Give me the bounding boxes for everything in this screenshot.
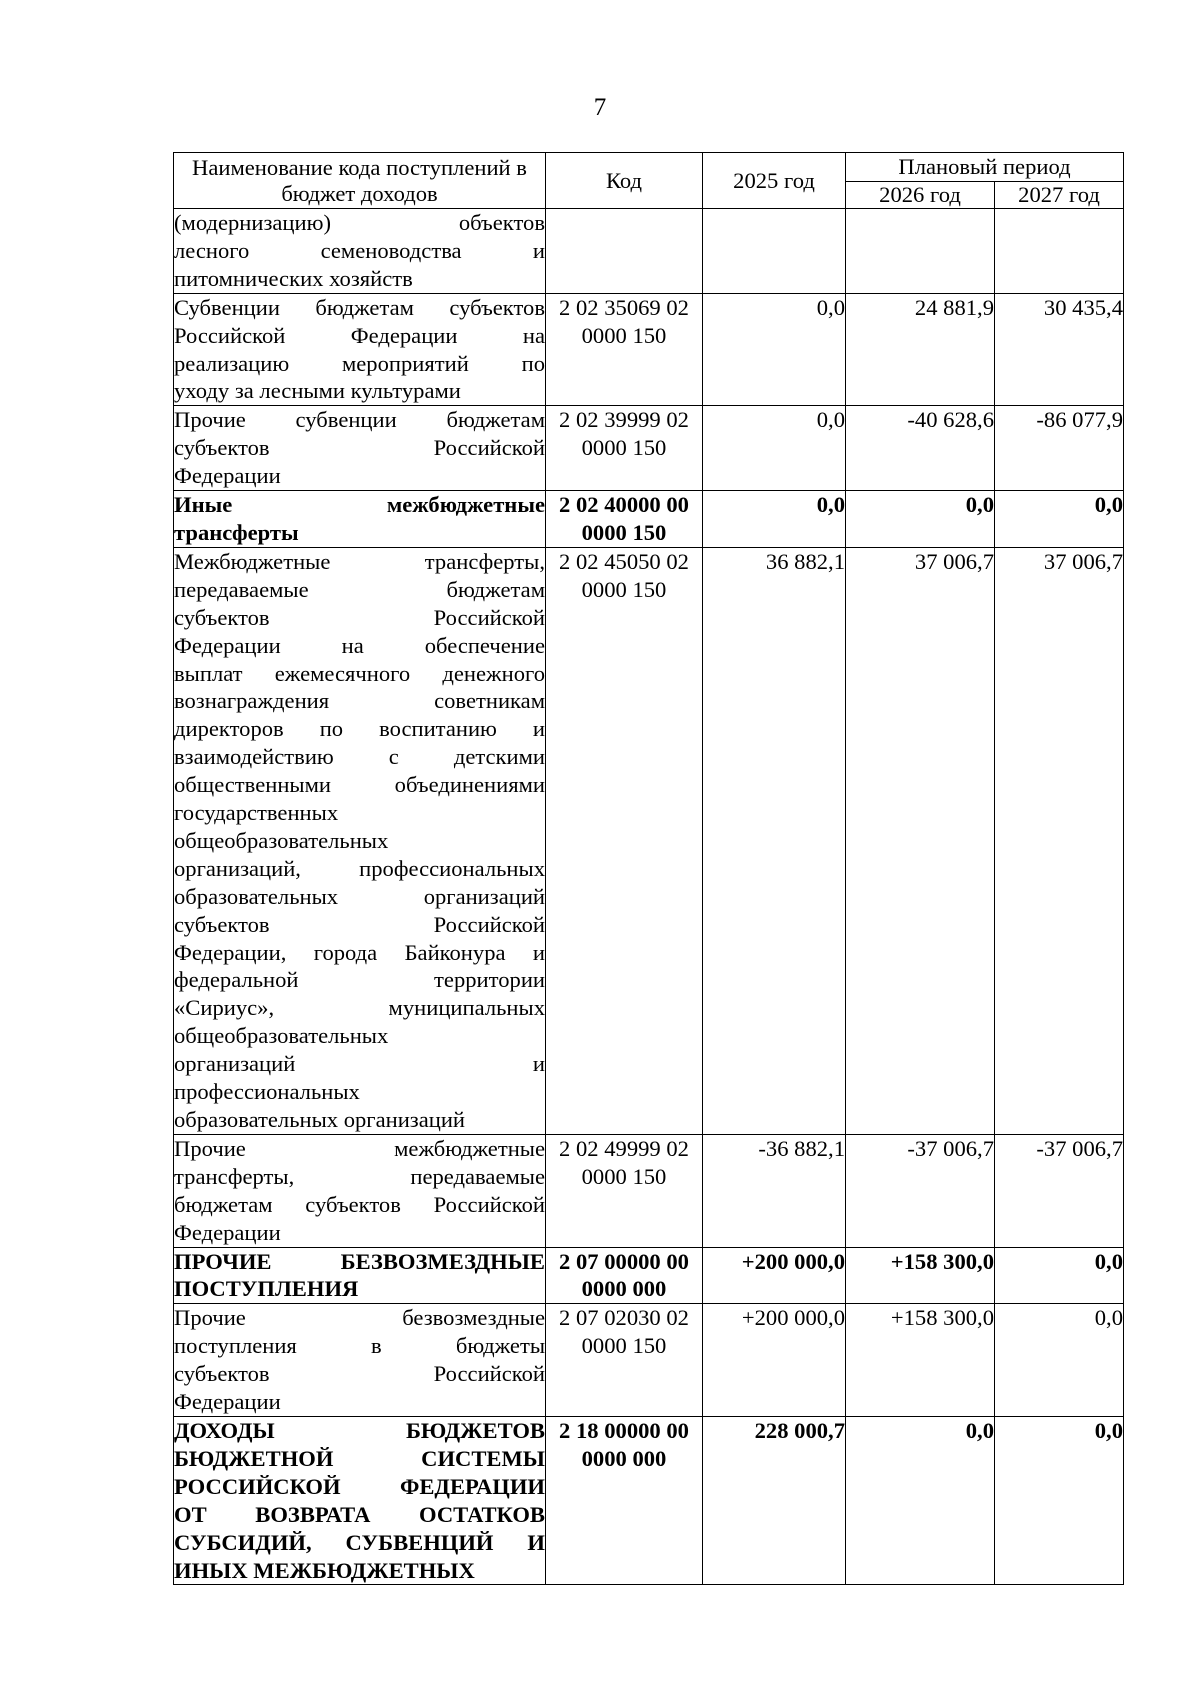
row-name [174, 491, 546, 548]
row-name [174, 547, 546, 1134]
row-name-line: федеральной территории [174, 967, 545, 993]
row-name-line: Федерации [174, 1389, 281, 1415]
row-name-line: взаимодействию с детскими [174, 744, 545, 770]
row-name-line: ДОХОДЫ БЮДЖЕТОВ [174, 1417, 545, 1443]
table-row [174, 1416, 1124, 1584]
row-name-line: Межбюджетные трансферты, [174, 548, 545, 574]
row-name-line: бюджетам субъектов Российской [174, 1191, 545, 1217]
row-value-2026: +158 300,0 [846, 1247, 995, 1304]
row-name-line: директоров по воспитанию и [174, 716, 545, 742]
row-value-2027: 0,0 [995, 1247, 1124, 1304]
row-name-line: Прочие субвенции бюджетам [174, 407, 545, 433]
row-value-2026: -40 628,6 [846, 406, 995, 491]
row-name-line: трансферты, передаваемые [174, 1163, 545, 1189]
row-name-line: (модернизацию) объектов [174, 210, 545, 235]
row-name-line: Субвенции бюджетам субъектов [174, 294, 545, 320]
row-name-line: лесного семеноводства и [174, 237, 545, 263]
row-name-line: передаваемые бюджетам [174, 576, 545, 602]
budget-revenue-table [173, 152, 1124, 1585]
row-value-2026: 24 881,9 [846, 293, 995, 406]
row-name-line: Прочие межбюджетные [174, 1135, 545, 1161]
row-code: 2 02 40000 00 0000 150 [546, 491, 703, 548]
row-value-2027: -37 006,7 [995, 1134, 1124, 1247]
header-planned-period: Плановый период [846, 153, 1124, 182]
table-row [174, 209, 1124, 294]
row-value-2027: -86 077,9 [995, 406, 1124, 491]
table-row [174, 293, 1124, 406]
row-value-2025: 228 000,7 [703, 1416, 846, 1584]
row-name-line: Федерации [174, 463, 281, 489]
header-name: Наименование кода поступлений в бюджет доходов [174, 153, 546, 209]
row-value-2026: 0,0 [846, 1416, 995, 1584]
row-name-line: СУБСИДИЙ, СУБВЕНЦИЙ И [174, 1529, 545, 1555]
row-name-line: общественными объединениями [174, 772, 545, 798]
row-name [174, 1134, 546, 1247]
table-row [174, 1247, 1124, 1304]
header-2025: 2025 год [703, 153, 846, 209]
row-name-line: вознаграждения советникам [174, 688, 545, 714]
table-header [174, 153, 1124, 209]
row-name-line: уходу за лесными культурами [174, 378, 461, 404]
row-name-line: организаций и [174, 1051, 545, 1077]
row-code: 2 07 00000 00 0000 000 [546, 1247, 703, 1304]
row-name-line: выплат ежемесячного денежного [174, 660, 545, 686]
row-name [174, 406, 546, 491]
row-name-line: ПРОЧИЕ БЕЗВОЗМЕЗДНЫЕ [174, 1248, 545, 1274]
row-value-2026: -37 006,7 [846, 1134, 995, 1247]
table-row [174, 547, 1124, 1134]
row-value-2027: 0,0 [995, 1304, 1124, 1417]
row-value-2025: 0,0 [703, 293, 846, 406]
row-code: 2 02 39999 02 0000 150 [546, 406, 703, 491]
row-value-2025: 36 882,1 [703, 547, 846, 1134]
row-name-line: образовательных организаций [174, 883, 545, 909]
row-name-line: субъектов Российской [174, 435, 545, 461]
row-value-2025: +200 000,0 [703, 1247, 846, 1304]
row-value-2025: +200 000,0 [703, 1304, 846, 1417]
row-name-line: общеобразовательных [174, 1023, 389, 1049]
row-name-line: реализацию мероприятий по [174, 350, 545, 376]
row-name [174, 1304, 546, 1417]
row-name-line: Федерации на обеспечение [174, 632, 545, 658]
table-row [174, 491, 1124, 548]
row-name-line: ПОСТУПЛЕНИЯ [174, 1276, 359, 1302]
row-name [174, 1247, 546, 1304]
row-value-2026 [846, 209, 995, 294]
table-row [174, 1304, 1124, 1417]
row-code [546, 209, 703, 294]
header-code: Код [546, 153, 703, 209]
row-name-line: Федерации, города Байконура и [174, 939, 545, 965]
row-name-line: субъектов Российской [174, 604, 545, 630]
row-name-line: организаций, профессиональных [174, 855, 545, 881]
row-value-2025: -36 882,1 [703, 1134, 846, 1247]
row-value-2026: 37 006,7 [846, 547, 995, 1134]
row-value-2027: 30 435,4 [995, 293, 1124, 406]
row-name [174, 1416, 546, 1584]
row-name-line: «Сириус», муниципальных [174, 995, 545, 1021]
row-name-line: питомнических хозяйств [174, 265, 413, 291]
row-name [174, 293, 546, 406]
row-name [174, 209, 546, 294]
row-value-2026: +158 300,0 [846, 1304, 995, 1417]
table-row [174, 406, 1124, 491]
row-name-line: поступления в бюджеты [174, 1333, 545, 1359]
row-code: 2 18 00000 00 0000 000 [546, 1416, 703, 1584]
row-name-line: Иные межбюджетные [174, 492, 545, 518]
table-body [174, 209, 1124, 1585]
row-name-line: РОССИЙСКОЙ ФЕДЕРАЦИИ [174, 1473, 545, 1499]
row-value-2027: 0,0 [995, 1416, 1124, 1584]
header-2027: 2027 год [995, 182, 1124, 209]
row-name-line: образовательных организаций [174, 1107, 466, 1132]
row-name-line: ИНЫХ МЕЖБЮДЖЕТНЫХ [174, 1557, 475, 1583]
row-code: 2 02 45050 02 0000 150 [546, 547, 703, 1134]
row-name-line: БЮДЖЕТНОЙ СИСТЕМЫ [174, 1445, 545, 1471]
row-name-line: субъектов Российской [174, 1361, 545, 1387]
row-name-line: Российской Федерации на [174, 322, 545, 348]
row-name-line: Прочие безвозмездные [174, 1305, 545, 1331]
row-name-line: государственных [174, 800, 339, 826]
row-name-line: субъектов Российской [174, 911, 545, 937]
row-value-2027: 0,0 [995, 491, 1124, 548]
row-code: 2 02 49999 02 0000 150 [546, 1134, 703, 1247]
row-value-2025: 0,0 [703, 491, 846, 548]
row-code: 2 02 35069 02 0000 150 [546, 293, 703, 406]
row-value-2027 [995, 209, 1124, 294]
row-code: 2 07 02030 02 0000 150 [546, 1304, 703, 1417]
row-name-line: Федерации [174, 1219, 281, 1245]
row-value-2026: 0,0 [846, 491, 995, 548]
header-2026: 2026 год [846, 182, 995, 209]
page-number: 7 [593, 94, 607, 121]
row-value-2025 [703, 209, 846, 294]
row-name-line: ОТ ВОЗВРАТА ОСТАТКОВ [174, 1501, 545, 1527]
table-row [174, 1134, 1124, 1247]
row-name-line: общеобразовательных [174, 827, 389, 853]
row-name-line: профессиональных [174, 1079, 360, 1105]
row-name-line: трансферты [174, 519, 299, 545]
row-value-2027: 37 006,7 [995, 547, 1124, 1134]
row-value-2025: 0,0 [703, 406, 846, 491]
